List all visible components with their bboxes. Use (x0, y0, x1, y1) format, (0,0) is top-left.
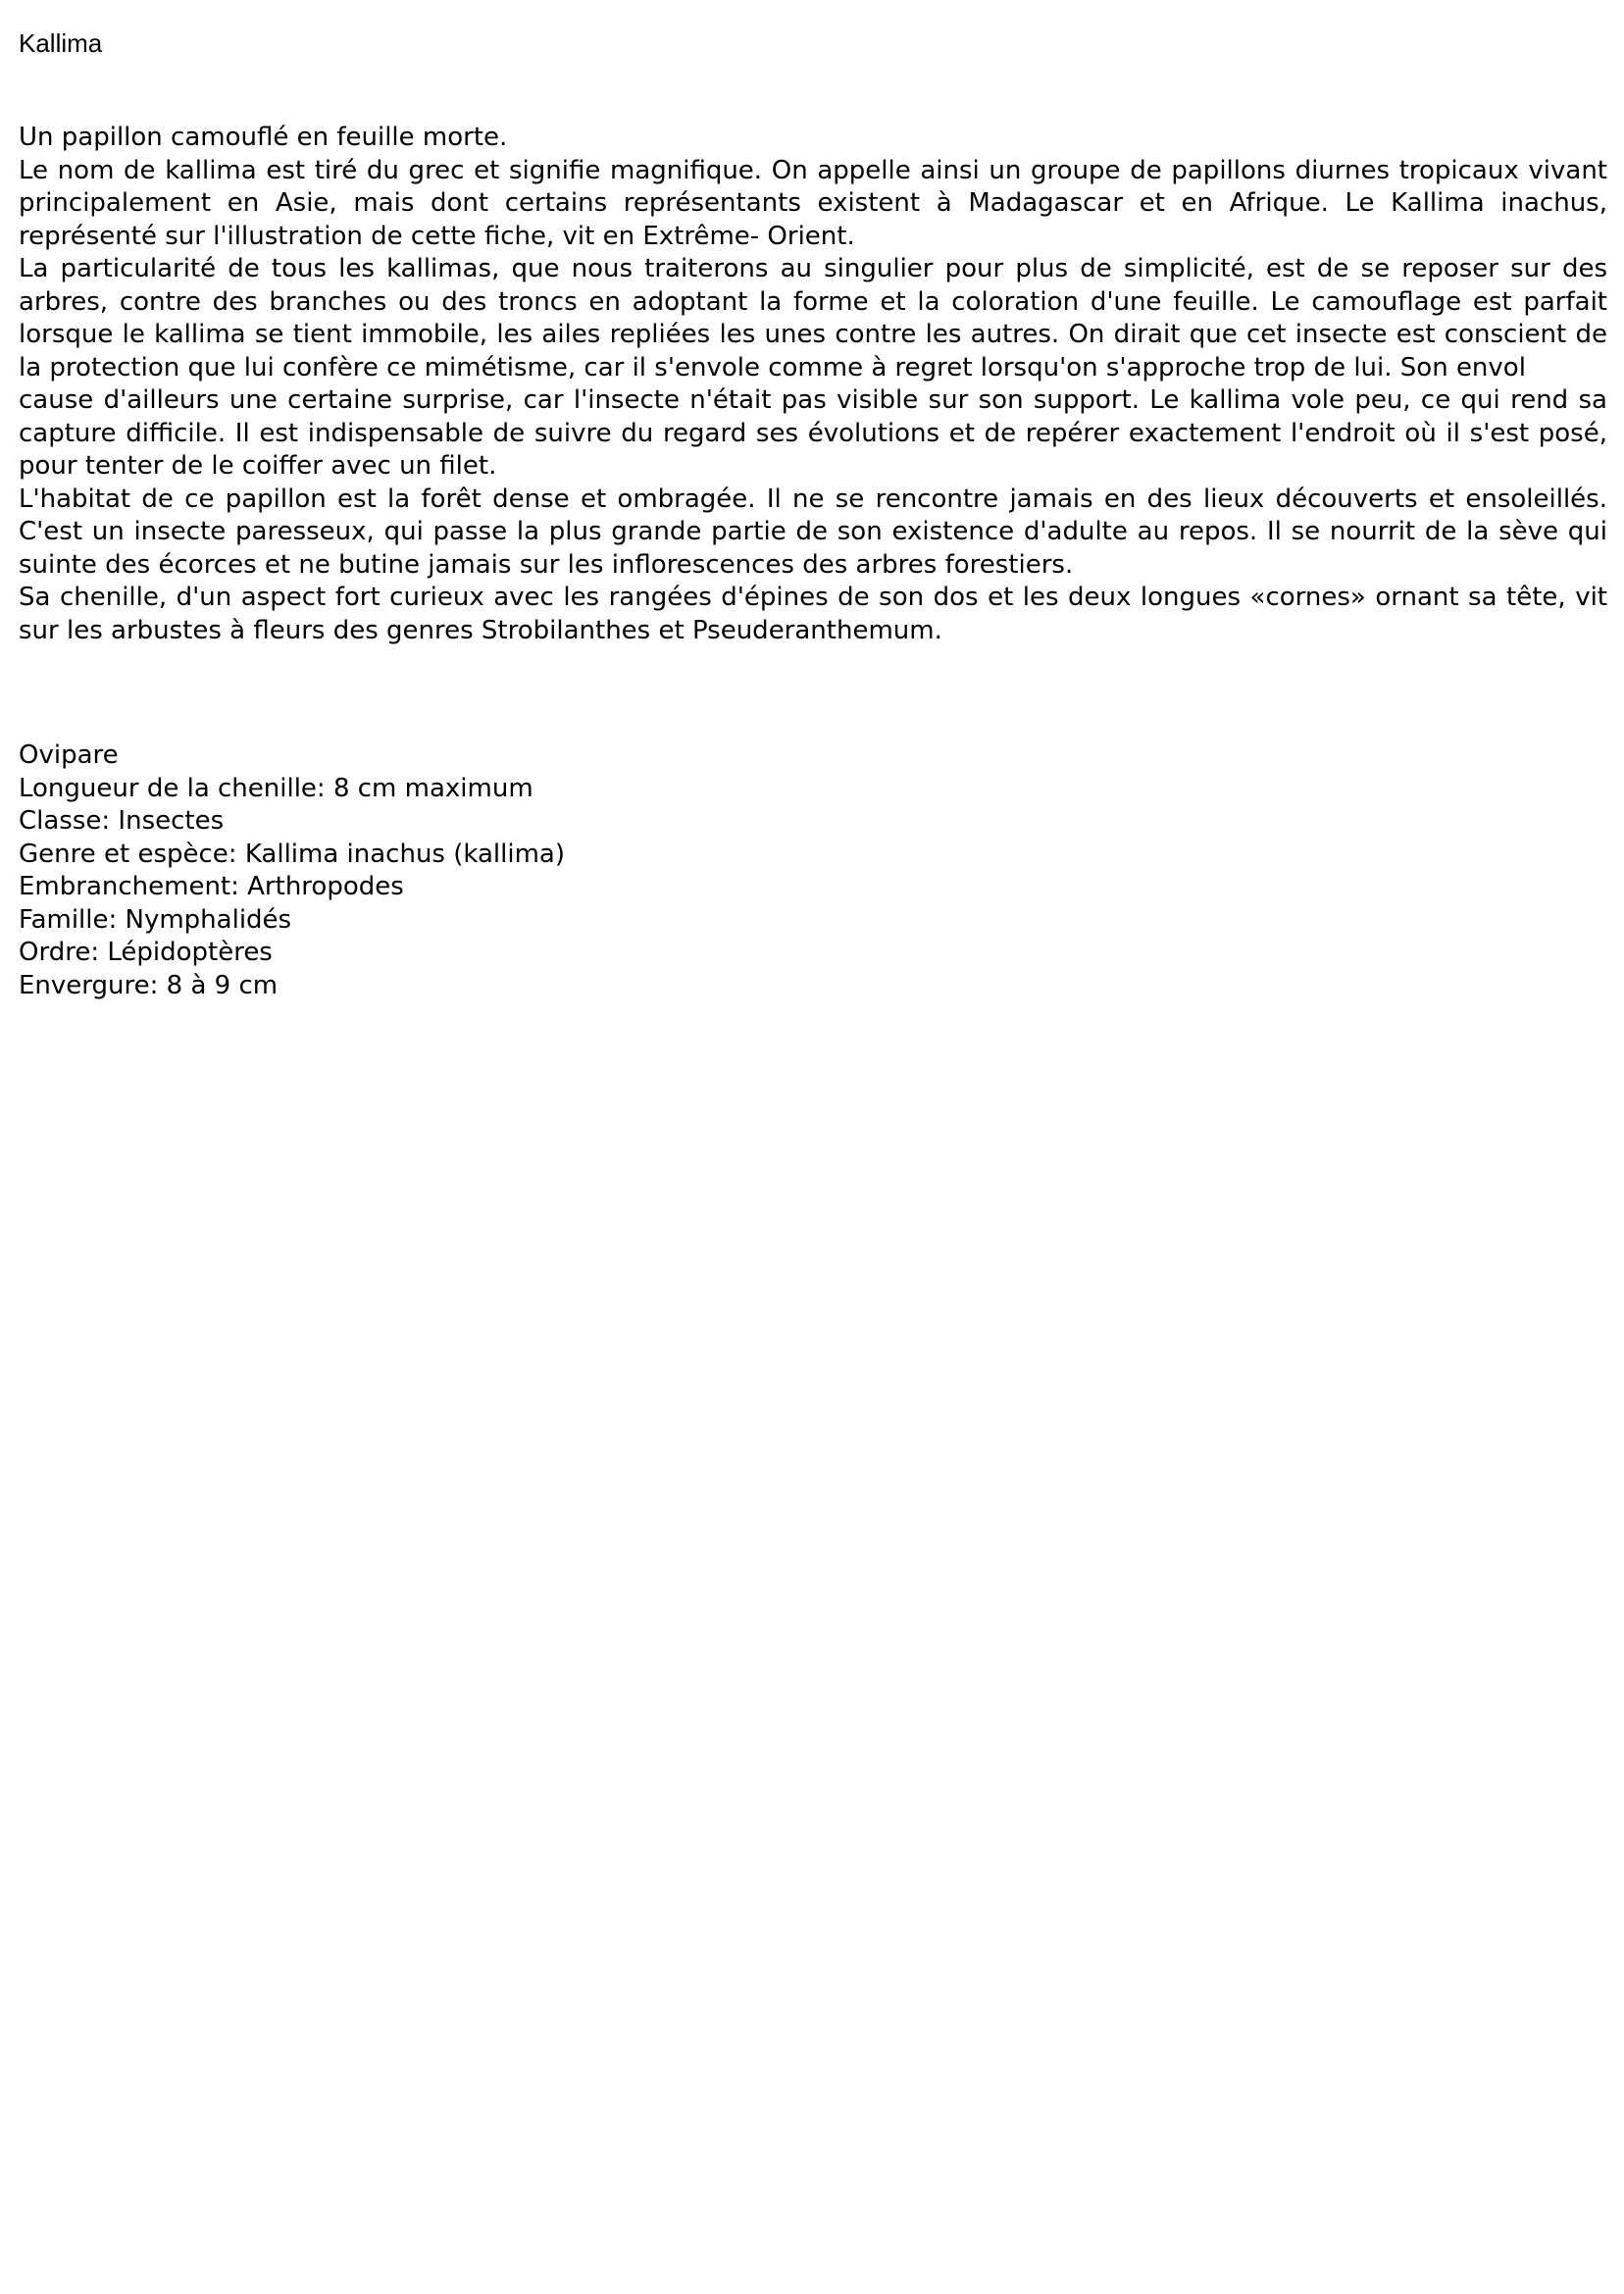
fact-order: Ordre: Lépidoptères (19, 938, 273, 967)
paragraph-habitat: L'habitat de ce papillon est la forêt dense et ombragée. Il ne se rencontre jamais en des lieux découverts et ensoleillés. C'est un insecte paresseux, qui passe la plus grande partie de son existence d'adulte au repos. Il se nourrit de la sève qui suinte des écorces et ne butine jamais sur les inflorescences des arbres forestiers. (19, 484, 1607, 580)
document-title: Kallima (19, 28, 103, 58)
paragraph-flight: cause d'ailleurs une certaine surprise, car l'insecte n'était pas visible sur son support. Le kallima vole peu, ce qui rend sa capture difficile. Il est indispensable de suivre du regard ses évolutions et de repérer exactement l'endroit où il s'est posé, pour tenter de le coiffer avec un filet. (19, 385, 1607, 481)
fact-genus-species: Genre et espèce: Kallima inachus (kallima) (19, 839, 565, 869)
fact-reproduction: Ovipare (19, 740, 119, 770)
fact-phylum: Embranchement: Arthropodes (19, 872, 404, 901)
fact-class: Classe: Insectes (19, 806, 225, 836)
fact-wingspan: Envergure: 8 à 9 cm (19, 970, 279, 1000)
document-body (19, 122, 1607, 647)
facts-list (19, 739, 565, 1002)
paragraph-camouflage: La particularité de tous les kallimas, que nous traiterons au singulier pour plus de simplicité, est de se reposer sur des arbres, contre des branches ou des troncs en adoptant la forme et la coloration d'une feuille. Le camouflage est parfait lorsque le kallima se tient immobile, les ailes repliées les unes contre les autres. On dirait que cet insecte est conscient de la protection que lui confère ce mimétisme, car il s'envole comme à regret lorsqu'on s'approche trop de lui. Son envol (19, 254, 1607, 382)
paragraph-etymology: Le nom de kallima est tiré du grec et signifie magnifique. On appelle ainsi un groupe de papillons diurnes tropicaux vivant principalement en Asie, mais dont certains représentants existent à Madagascar et en Afrique. Le Kallima inachus, représenté sur l'illustration de cette fiche, vit en Extrême- Orient. (19, 155, 1607, 251)
document-subtitle: Un papillon camouflé en feuille morte. (19, 123, 508, 152)
fact-caterpillar-length: Longueur de la chenille: 8 cm maximum (19, 773, 533, 803)
fact-family: Famille: Nymphalidés (19, 904, 292, 935)
paragraph-caterpillar: Sa chenille, d'un aspect fort curieux avec les rangées d'épines de son dos et les deux longues «cornes» ornant sa tête, vit sur les arbustes à fleurs des genres Strobilanthes et Pseuderanthemum. (19, 583, 1607, 645)
